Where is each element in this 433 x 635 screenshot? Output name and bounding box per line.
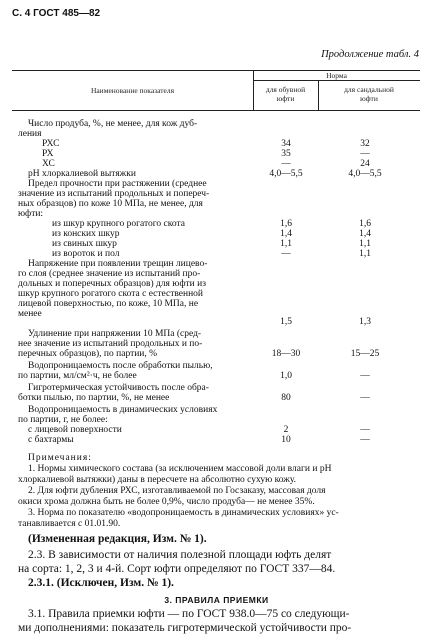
table-row: шкур крупного рогатого скота с естественной: [18, 289, 204, 299]
paragraph-3-1-line: 3.1. Правила приемки юфти — по ГОСТ 938.0—75 со следующи-: [28, 608, 350, 620]
table-row: Водопроницаемость после обработки пылью,: [28, 361, 213, 371]
col-sandal-header: для сандальной юфти: [344, 85, 394, 104]
table-row: юфти:: [18, 209, 44, 219]
note-line: 2. Для юфти дубления РХС, изготавливаемой по Госзаказу, массовая доля: [28, 486, 326, 496]
table-row: ления: [18, 129, 42, 139]
table-row: по партии, мл/см²·ч, не более 1,0 —: [18, 371, 370, 381]
table-row: ХС — 24: [42, 159, 370, 169]
table-row: с лицевой поверхности 2 —: [28, 425, 370, 435]
table-row: го слоя (среднее значение из испытаний про-: [18, 269, 201, 279]
table-row: ных образцов) по коже 10 МПа, не менее, для: [18, 199, 203, 209]
note-line: танавливается с 01.01.90.: [18, 519, 121, 529]
table-row: Предел прочности при растяжении (среднее: [28, 179, 207, 189]
table-row: из вороток и пол — 1,1: [52, 249, 371, 259]
table-row: Удлинение при напряжении 10 МПа (сред-: [28, 329, 202, 339]
note-line: хлоркалиевой вытяжки) даны в пересчете на абсолютно сухую кожу.: [18, 475, 296, 485]
table-row: Напряжение при появлении трещин лицево-: [28, 259, 208, 269]
note-line: 3. Норма по показателю «водопроницаемость в динамических условиях» ус-: [28, 508, 339, 518]
col-shoe-header: для обувной юфти: [265, 85, 306, 104]
table-row: РХС 34 32: [42, 139, 370, 149]
note-line: окиси хрома должна быть не более 0,9%, число продуба— не менее 35%.: [18, 497, 315, 507]
table-row: нее значение из испытаний продольных и по-: [18, 339, 203, 349]
amendment-note: (Измененная редакция, Изм. № 1).: [28, 533, 207, 545]
paragraph-3-1-line: ми дополнениями: показатель гигротермической устойчивости про-: [18, 622, 352, 634]
table-row: менее 1,5 1,3: [18, 309, 371, 327]
table-row: РХ 35 —: [42, 149, 370, 159]
table-row: ботки пылью, по партии, %, не менее 80 —: [18, 393, 370, 403]
paragraph-2-3-line: на сорта: 1, 2, 3 и 4-й. Сорт юфти определяют по ГОСТ 337—84.: [18, 563, 336, 575]
notes-title: Примечания:: [28, 453, 92, 463]
table-row: значение из испытаний продольных и попереч-: [18, 189, 210, 199]
table-row: с бахтармы 10 —: [28, 435, 370, 445]
table-row: из шкур крупного рогатого скота 1,6 1,6: [52, 219, 371, 229]
paragraph-2-3-1: 2.3.1. (Исключен, Изм. № 1).: [28, 577, 174, 589]
table-continuation-caption: Продолжение табл. 4: [321, 49, 419, 60]
col-name-header: Наименование показателя: [90, 86, 175, 95]
table-row: рН хлоркалиевой вытяжки 4,0—5,5 4,0—5,5: [28, 169, 382, 179]
table-row: Число продуба, %, не менее, для кож дуб-: [28, 119, 198, 129]
table-row: по партии, г, не более:: [18, 415, 108, 425]
table-row: дольных и поперечных образцов) для юфти из: [18, 279, 206, 289]
norm-header: Норма: [326, 71, 347, 80]
table-row: лицевой поверхностью, по коже, 10 МПа, не: [18, 299, 199, 309]
table-row: Гигротермическая устойчивость после обра-: [28, 383, 209, 393]
table-header-rule: [12, 110, 420, 111]
table-row: перечных образцов), по партии, % 18—30 15—25: [18, 349, 380, 359]
table-row: из свиных шкур 1,1 1,1: [52, 239, 371, 249]
paragraph-2-3-line: 2.3. В зависимости от наличия полезной площади юфть делят: [28, 549, 332, 561]
table-row: Водопроницаемость в динамических условиях: [28, 405, 218, 415]
section-title: 3. ПРАВИЛА ПРИЕМКИ: [164, 595, 269, 605]
table-row: из конских шкур 1,4 1,4: [52, 229, 371, 239]
note-line: 1. Нормы химического состава (за исключением массовой доли влаги и рН: [28, 464, 332, 474]
page-header: С. 4 ГОСТ 485—82: [12, 8, 101, 19]
